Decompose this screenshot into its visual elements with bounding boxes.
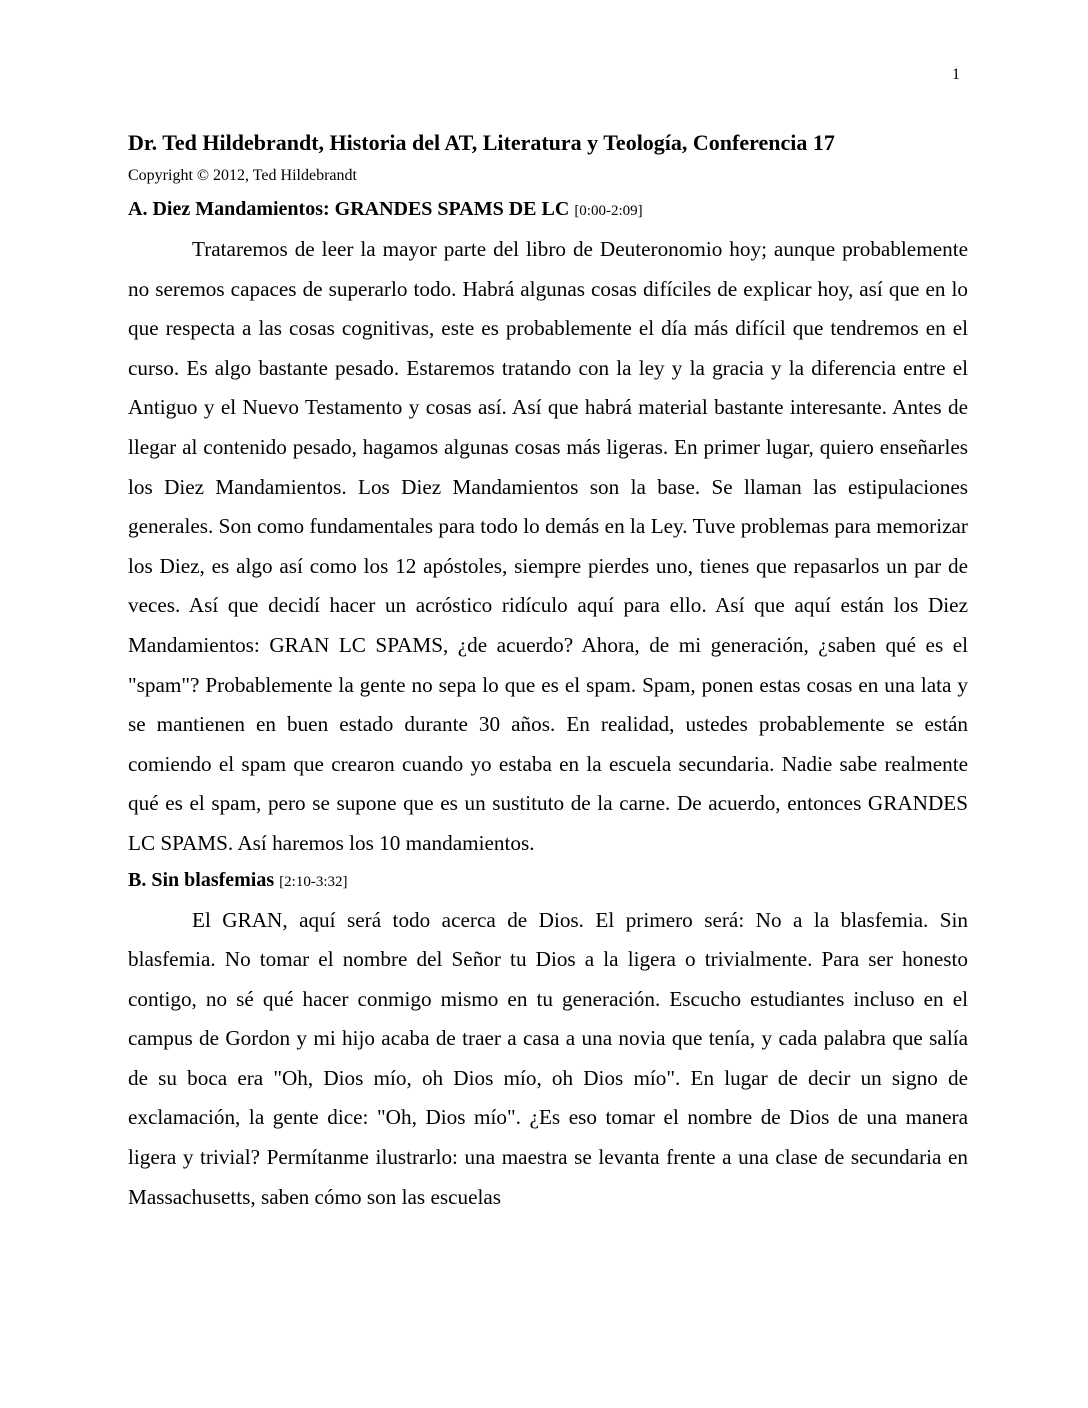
section-heading-a <box>128 193 968 227</box>
document-body <box>128 127 968 1217</box>
section-timestamp: [2:10-3:32] <box>279 873 348 890</box>
section-paragraph-b: El GRAN, aquí será todo acerca de Dios. El primero será: No a la blasfemia. Sin blasfemia. No tomar el nombre del Señor tu Dios a la ligera o trivialmente. Para ser honesto contigo, no sé qué hacer conmigo mismo en tu generación. Escucho estudiantes incluso en el campus de Gordon y mi hijo acaba de traer a casa a una novia que tenía, y cada palabra que salía de su boca era "Oh, Dios mío, oh Dios mío, oh Dios mío". En lugar de decir un signo de exclamación, la gente dice: "Oh, Dios mío". ¿Es eso tomar el nombre de Dios de una manera ligera y trivial? Permítanme ilustrarlo: una maestra se levanta frente a una clase de secundaria en Massachusetts, saben cómo son las escuelas <box>128 907 968 1209</box>
section-heading-text: A. Diez Mandamientos: GRANDES SPAMS DE LC <box>128 198 570 220</box>
section-heading-text: B. Sin blasfemias <box>128 868 275 891</box>
section-heading-b <box>128 864 968 898</box>
copyright-line: Copyright © 2012, Ted Hildebrandt <box>128 167 357 184</box>
page-number: 1 <box>952 66 960 83</box>
document-title: Dr. Ted Hildebrandt, Historia del AT, Literatura y Teología, Conferencia 17 <box>128 130 835 155</box>
section-timestamp: [0:00-2:09] <box>574 203 643 219</box>
section-paragraph-a: Trataremos de leer la mayor parte del libro de Deuteronomio hoy; aunque probablemente no seremos capaces de superarlo todo. Habrá algunas cosas difíciles de explicar hoy, así que en lo que respecta a las cosas cognitivas, este es probablemente el día más difícil que tendremos en el curso. Es algo bastante pesado. Estaremos tratando con la ley y la gracia y la diferencia entre el Antiguo y el Nuevo Testamento y cosas así. Así que habrá material bastante interesante. Antes de llegar al contenido pesado, hagamos algunas cosas más ligeras. En primer lugar, quiero enseñarles los Diez Mandamientos. Los Diez Mandamientos son la base. Se llaman las estipulaciones generales. Son como fundamentales para todo lo demás en la Ley. Tuve problemas para memorizar los Diez, es algo así como los 12 apóstoles, siempre pierdes uno, tienes que repasarlos un par de veces. Así que decidí hacer un acróstico ridículo aquí para ello. Así que aquí están los Diez Mandamientos: GRAN LC SPAMS, ¿de acuerdo? Ahora, de mi generación, ¿saben qué es el "spam"? Probablemente la gente no sepa lo que es el spam. Spam, ponen estas cosas en una lata y se mantienen en buen estado durante 30 años. En realidad, ustedes probablemente se están comiendo el spam que crearon cuando yo estaba en la escuela secundaria. Nadie sabe realmente qué es el spam, pero se supone que es un sustituto de la carne. De acuerdo, entonces GRANDES LC SPAMS. Así haremos los 10 mandamientos. <box>128 237 968 855</box>
